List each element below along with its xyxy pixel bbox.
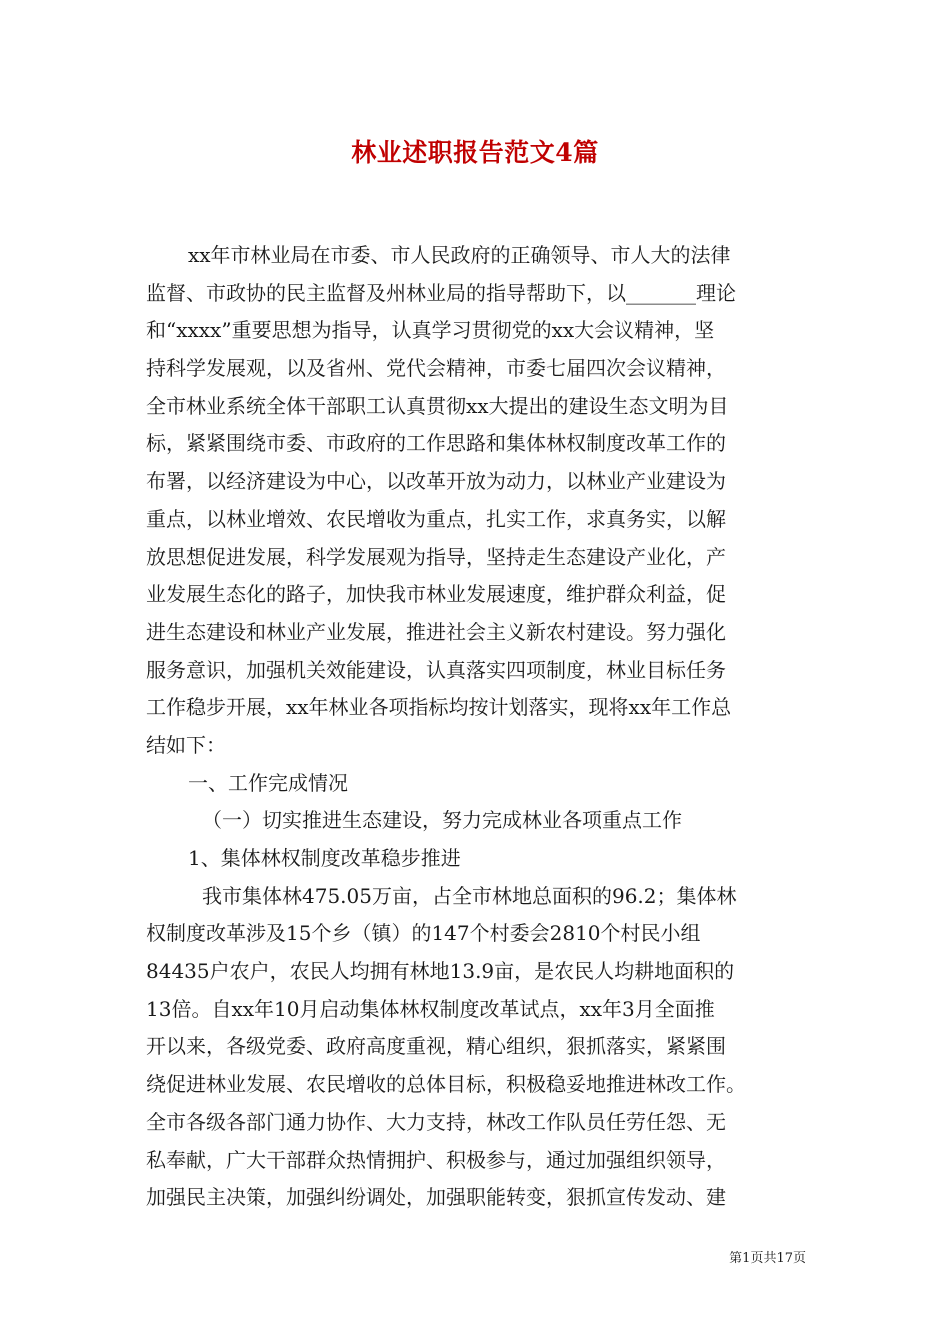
section-heading: 一、工作完成情况: [188, 770, 348, 795]
body-line: 13倍。自xx年10月启动集体林权制度改革试点，xx年3月全面推: [146, 996, 715, 1021]
body-line: 私奉献，广大干部群众热情拥护、积极参与，通过加强组织领导，: [146, 1147, 726, 1172]
body-line: 业发展生态化的路子，加快我市林业发展速度，维护群众利益，促: [146, 582, 726, 607]
body-line: 放思想促进发展，科学发展观为指导，坚持走生态建设产业化，产: [146, 544, 726, 569]
document-title: 林业述职报告范文4篇: [351, 138, 599, 167]
body-line: 84435户农户，农民人均拥有林地13.9亩，是农民人均耕地面积的: [146, 959, 735, 984]
item-heading: 1、集体林权制度改革稳步推进: [188, 846, 461, 870]
body-line: 标，紧紧围绕市委、市政府的工作思路和集体林权制度改革工作的: [146, 431, 726, 456]
body-line: 持科学发展观，以及省州、党代会精神，市委七届四次会议精神，: [146, 356, 726, 381]
body-line: 工作稳步开展，xx年林业各项指标均按计划落实，现将xx年工作总: [146, 695, 732, 720]
body-line: 权制度改革涉及15个乡（镇）的147个村委会2810个村民小组: [146, 921, 701, 946]
body-line: 全市林业系统全体干部职工认真贯彻xx大提出的建设生态文明为目: [146, 393, 729, 418]
body-line: 开以来，各级党委、政府高度重视，精心组织，狠抓落实，紧紧围: [146, 1034, 726, 1059]
body-line: 监督、市政协的民主监督及州林业局的指导帮助下，以_______理论: [146, 280, 736, 305]
body-line: 重点，以林业增效、农民增收为重点，扎实工作，求真务实，以解: [146, 506, 726, 531]
body-line: 服务意识，加强机关效能建设，认真落实四项制度，林业目标任务: [146, 657, 726, 682]
body-line: 布署，以经济建设为中心，以改革开放为动力，以林业产业建设为: [146, 469, 726, 494]
body-line: 结如下：: [146, 732, 226, 757]
body-line: 我市集体林475.05万亩，占全市林地总面积的96.2；集体林: [202, 883, 737, 908]
document-body: [146, 237, 822, 1217]
page-number: 第1页共17页: [729, 1251, 806, 1266]
body-line: 和“xxxx”重要思想为指导，认真学习贯彻党的xx大会议精神，坚: [146, 318, 715, 343]
subsection-heading: （一）切实推进生态建设，努力完成林业各项重点工作: [202, 808, 682, 833]
body-line: 全市各级各部门通力协作、大力支持，林改工作队员任劳任怨、无: [146, 1109, 726, 1134]
body-line: 加强民主决策，加强纠纷调处，加强职能转变，狠抓宣传发动、建: [146, 1185, 726, 1210]
body-line: 绕促进林业发展、农民增收的总体目标，积极稳妥地推进林改工作。: [146, 1072, 746, 1097]
body-line: xx年市林业局在市委、市人民政府的正确领导、市人大的法律: [188, 243, 731, 267]
body-line: 进生态建设和林业产业发展，推进社会主义新农村建设。努力强化: [146, 619, 726, 644]
